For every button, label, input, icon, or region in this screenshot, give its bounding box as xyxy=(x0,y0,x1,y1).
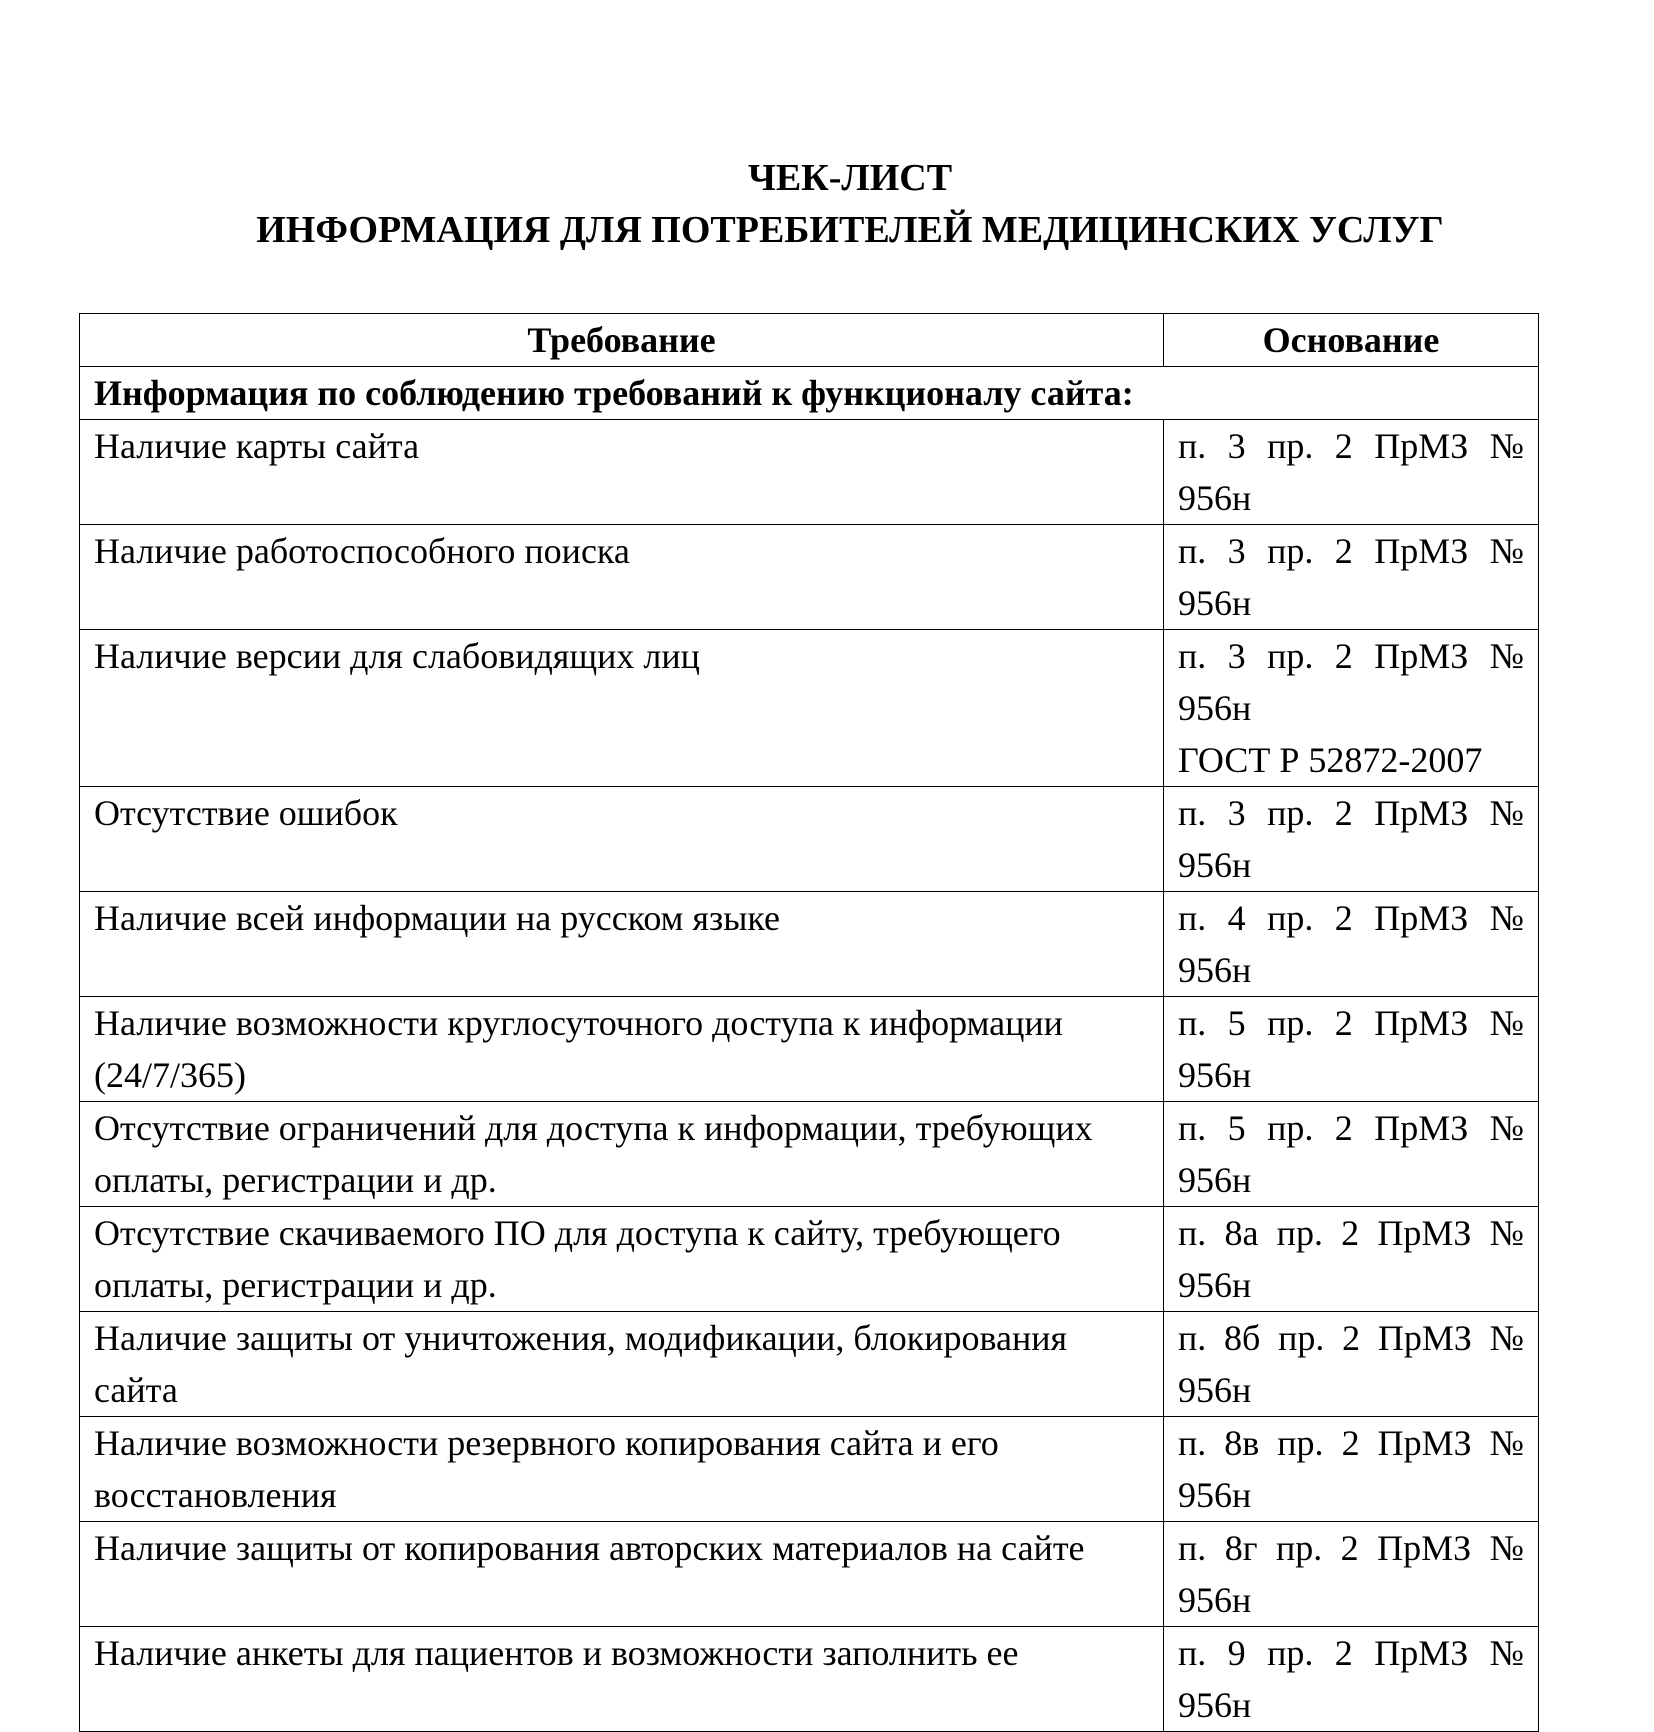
basis-line: п. 4 пр. 2 ПрМЗ № xyxy=(1178,898,1524,938)
table-row xyxy=(80,1417,1539,1522)
basis-cell xyxy=(1164,892,1539,997)
basis-cell xyxy=(1164,525,1539,630)
requirement-cell: Отсутствие ограничений для доступа к информации, требующих оплаты, регистрации и др. xyxy=(80,1102,1164,1207)
basis-cell xyxy=(1164,1417,1539,1522)
table-row xyxy=(80,787,1539,892)
header-basis: Основание xyxy=(1164,314,1539,367)
basis-line: 956н xyxy=(1178,950,1252,990)
basis-line: п. 3 пр. 2 ПрМЗ № xyxy=(1178,531,1524,571)
title-line-2: ИНФОРМАЦИЯ ДЛЯ ПОТРЕБИТЕЛЕЙ МЕДИЦИНСКИХ УСЛУГ xyxy=(256,209,1444,251)
table-row xyxy=(80,1312,1539,1417)
requirement-cell: Наличие возможности круглосуточного доступа к информации (24/7/365) xyxy=(80,997,1164,1102)
table-row xyxy=(80,420,1539,525)
requirement-cell: Наличие работоспособного поиска xyxy=(80,525,1164,630)
basis-line: 956н xyxy=(1178,845,1252,885)
table-row xyxy=(80,630,1539,787)
basis-line: п. 8в пр. 2 ПрМЗ № xyxy=(1178,1423,1524,1463)
requirement-cell: Наличие защиты от копирования авторских материалов на сайте xyxy=(80,1522,1164,1627)
table-row xyxy=(80,1207,1539,1312)
basis-cell xyxy=(1164,1207,1539,1312)
requirement-cell: Отсутствие ошибок xyxy=(80,787,1164,892)
basis-line: п. 3 пр. 2 ПрМЗ № xyxy=(1178,793,1524,833)
table-row xyxy=(80,1627,1539,1732)
table-row xyxy=(80,1522,1539,1627)
requirement-cell: Наличие версии для слабовидящих лиц xyxy=(80,630,1164,787)
requirement-cell: Наличие возможности резервного копирования сайта и его восстановления xyxy=(80,1417,1164,1522)
basis-line: 956н xyxy=(1178,1265,1252,1305)
basis-line: п. 8г пр. 2 ПрМЗ № xyxy=(1178,1528,1524,1568)
basis-line: 956н xyxy=(1178,1685,1252,1725)
requirement-cell: Наличие защиты от уничтожения, модификации, блокирования сайта xyxy=(80,1312,1164,1417)
basis-line: 956н xyxy=(1178,1055,1252,1095)
basis-line: п. 8б пр. 2 ПрМЗ № xyxy=(1178,1318,1524,1358)
requirement-cell: Отсутствие скачиваемого ПО для доступа к сайту, требующего оплаты, регистрации и др. xyxy=(80,1207,1164,1312)
table-header-row xyxy=(80,314,1539,367)
basis-cell xyxy=(1164,420,1539,525)
requirement-cell: Наличие анкеты для пациентов и возможности заполнить ее xyxy=(80,1627,1164,1732)
section-row xyxy=(80,367,1539,420)
table-row xyxy=(80,1102,1539,1207)
basis-cell xyxy=(1164,1627,1539,1732)
requirement-cell: Наличие всей информации на русском языке xyxy=(80,892,1164,997)
basis-cell xyxy=(1164,1312,1539,1417)
table-row xyxy=(80,525,1539,630)
title-line-1: ЧЕК-ЛИСТ xyxy=(747,157,953,199)
requirement-cell: Наличие карты сайта xyxy=(80,420,1164,525)
basis-line: п. 5 пр. 2 ПрМЗ № xyxy=(1178,1003,1524,1043)
basis-cell xyxy=(1164,997,1539,1102)
basis-line: 956н xyxy=(1178,1580,1252,1620)
basis-cell xyxy=(1164,1102,1539,1207)
basis-cell xyxy=(1164,787,1539,892)
table-row xyxy=(80,997,1539,1102)
basis-line: п. 5 пр. 2 ПрМЗ № xyxy=(1178,1108,1524,1148)
checklist-table xyxy=(79,313,1539,1732)
document-title xyxy=(0,152,1654,256)
basis-line: п. 8а пр. 2 ПрМЗ № xyxy=(1178,1213,1524,1253)
basis-line: 956н xyxy=(1178,1475,1252,1515)
section-title: Информация по соблюдению требований к функционалу сайта: xyxy=(80,367,1539,420)
basis-line: 956н xyxy=(1178,583,1252,623)
basis-line: п. 3 пр. 2 ПрМЗ № xyxy=(1178,426,1524,466)
basis-line: 956н xyxy=(1178,1370,1252,1410)
basis-cell xyxy=(1164,630,1539,787)
basis-cell xyxy=(1164,1522,1539,1627)
basis-line: п. 3 пр. 2 ПрМЗ № xyxy=(1178,636,1524,676)
basis-line: п. 9 пр. 2 ПрМЗ № xyxy=(1178,1633,1524,1673)
basis-line: 956н xyxy=(1178,1160,1252,1200)
basis-line: 956н xyxy=(1178,478,1252,518)
table-row xyxy=(80,892,1539,997)
basis-line: ГОСТ Р 52872-2007 xyxy=(1178,740,1483,780)
basis-line: 956н xyxy=(1178,688,1252,728)
header-requirement: Требование xyxy=(80,314,1164,367)
